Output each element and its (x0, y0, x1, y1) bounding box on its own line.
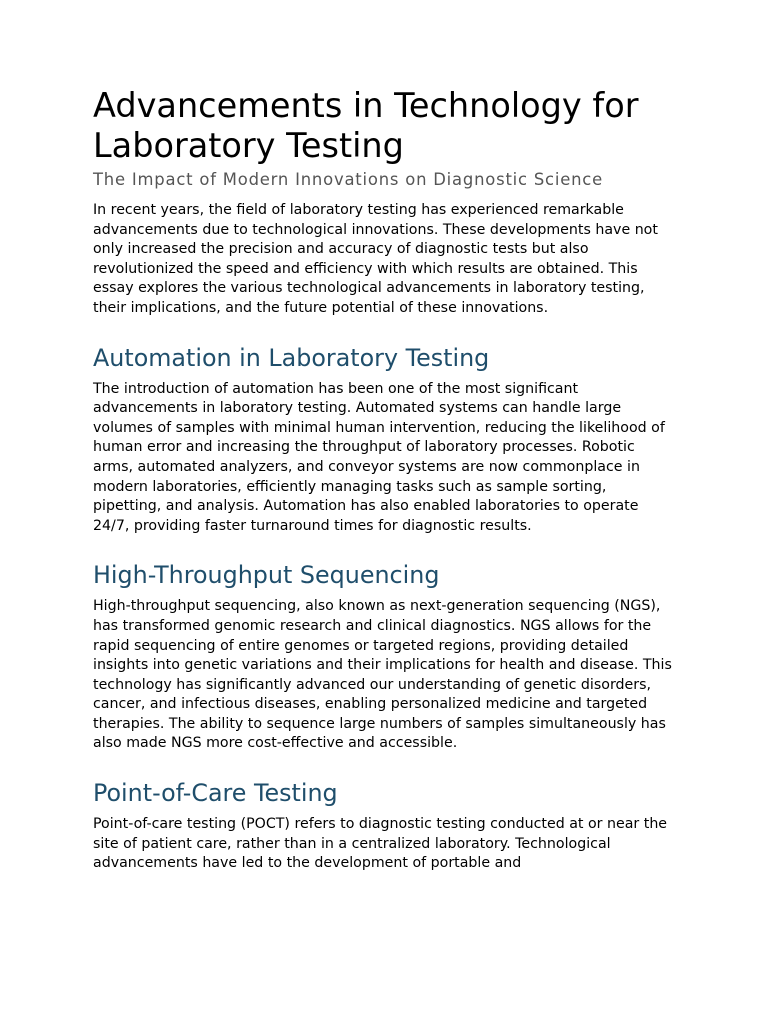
section-heading-sequencing: High-Throughput Sequencing (93, 561, 440, 590)
section-body-automation: The introduction of automation has been one of the most significant advancements in laboratory testing. Automated systems can handle large volumes of samples with minimal human intervention, reducing the likelihood of human error and increasing the throughput of laboratory processes. Robotic arms, automated analyzers, and conveyor systems are now commonplace in modern laboratories, efficiently managing tasks such as sample sorting, pipetting, and analysis. Automation has also enabled laboratories to operate 24/7, providing faster turnaround times for diagnostic results. (93, 380, 665, 534)
section-heading-automation: Automation in Laboratory Testing (93, 343, 490, 372)
document-title: Advancements in Technology for Laboratory Testing (93, 86, 639, 165)
document-subtitle: The Impact of Modern Innovations on Diagnostic Science (93, 170, 603, 189)
section-heading-point-of-care: Point-of-Care Testing (93, 779, 338, 808)
section-body-sequencing: High-throughput sequencing, also known as next-generation sequencing (NGS), has transformed genomic research and clinical diagnostics. NGS allows for the rapid sequencing of entire genomes or targeted regions, providing detailed insights into genetic variations and their implications for health and disease. This technology has significantly advanced our understanding of genetic disorders, cancer, and infectious diseases, enabling personalized medicine and targeted therapies. The ability to sequence large numbers of samples simultaneously has also made NGS more cost-effective and accessible. (93, 598, 672, 752)
intro-paragraph: In recent years, the field of laboratory testing has experienced remarkable advancements due to technological innovations. These developments have not only increased the precision and accuracy of diagnostic tests but also revolutionized the speed and efficiency with which results are obtained. This essay explores the various technological advancements in laboratory testing, their implications, and the future potential of these innovations. (93, 202, 658, 316)
section-body-point-of-care: Point-of-care testing (POCT) refers to diagnostic testing conducted at or near the site of patient care, rather than in a centralized laboratory. Technological advancements have led to the development of portable and (93, 816, 668, 872)
